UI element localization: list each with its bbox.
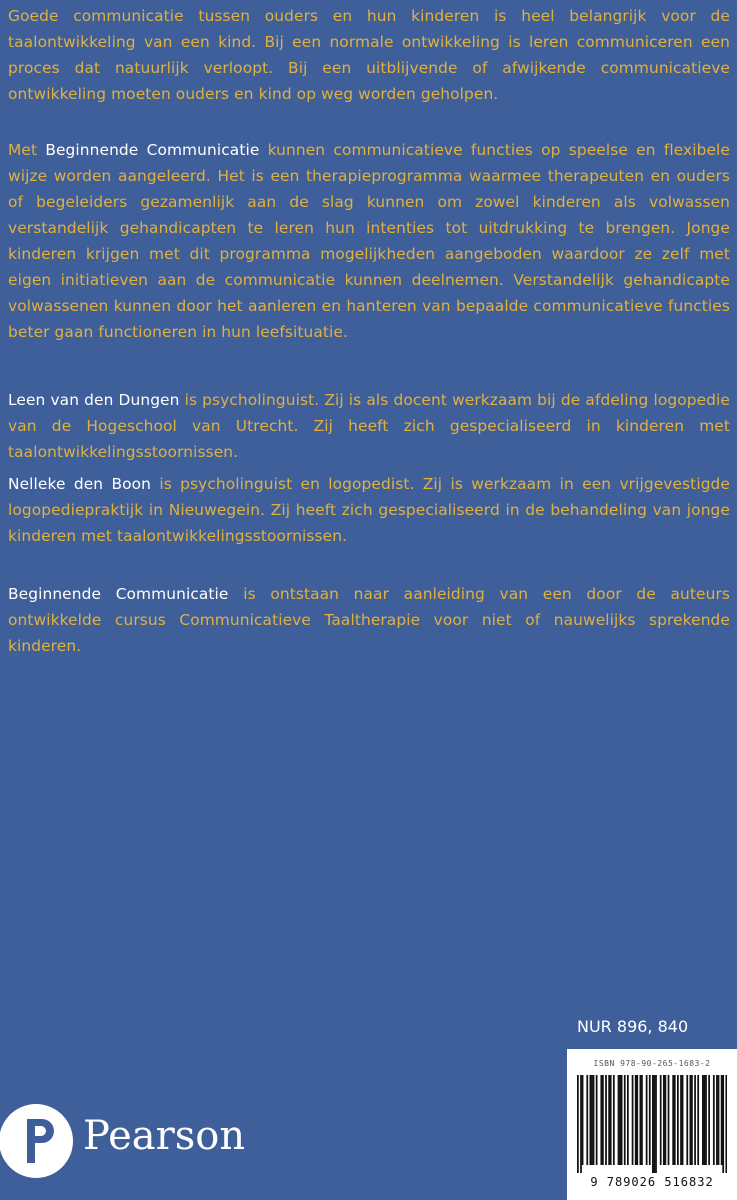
origin-text: is ontstaan naar aanleiding van een door de auteurs ontwikkelde cursus Communicatieve Taaltherapie voor niet of nauwelijks sprekende kinderen. [8,585,731,655]
author-bio-text-1: is psycholinguist. Zij is als docent werkzaam bij de afdeling logopedie van de Hogeschool van Utrecht. Zij heeft zich gespecialiseerd in kinderen met taalontwikkelingsstoornissen. [8,391,730,461]
isbn-label: ISBN 978-90-265-1683-2 [593,1059,711,1068]
program-lead: Met [8,141,38,159]
nur-code: NUR 896, 840 [577,1017,689,1036]
origin-title: Beginnende Communicatie [8,585,229,603]
author-name-1: Leen van den Dungen [8,391,180,409]
publisher-name: Pearson [83,1113,246,1159]
program-paragraph [8,137,730,345]
author-name-2: Nelleke den Boon [8,475,151,493]
program-title: Beginnende Communicatie [45,141,260,159]
barcode-panel [567,1049,737,1200]
intro-text: Goede communicatie tussen ouders en hun kinderen is heel belangrijk voor de taalontwikkeling van een kind. Bij een normale ontwikkeling is leren communiceren een proces dat natuurlijk verloopt. Bij een uitblijvende of afwijkende communicatieve ontwikkeling moeten ouders en kind op weg worden geholpen. [8,7,730,103]
program-text: kunnen communicatieve functies op speelse en flexibele wijze worden aangeleerd. Het is een therapieprogramma waarmee therapeuten en ouders of begeleiders gezamenlijk aan de slag kunnen om zowel kinderen als volwassen verstandelijk gehandicapten te leren hun intenties tot uitdrukking te brengen. Jonge kinderen krijgen met dit programma mogelijkheden aangeboden waardoor ze zelf met eigen initiatieven aan de communicatie kunnen deelnemen. Verstandelijk gehandicapte volwassenen kunnen door het aanleren en hanteren van bepaalde communicatieve functies beter gaan functioneren in hun leefsituatie. [8,141,730,341]
author-bio-text-2: is psycholinguist en logopedist. Zij is werkzaam in een vrijgevestigde logopediepraktijk in Nieuwegein. Zij heeft zich gespecialiseerd in de behandeling van jonge kinderen met taalontwikkelingsstoornissen. [8,475,730,545]
origin-paragraph [8,581,730,659]
barcode-digits: 9 789026 516832 [590,1175,714,1189]
intro-paragraph [8,3,730,107]
barcode-icon [577,1075,727,1173]
author-bio-1 [8,387,730,465]
author-bio-2 [8,471,730,549]
